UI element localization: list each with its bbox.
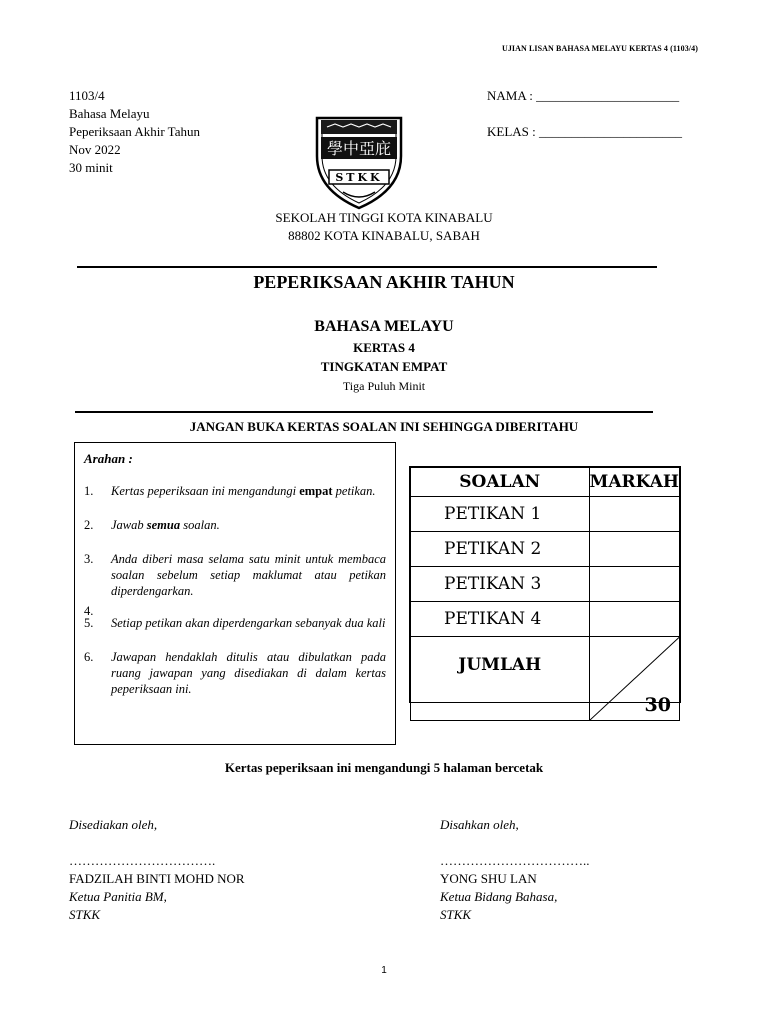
table-row [411,497,680,532]
question-label: PETIKAN 3 [411,567,590,602]
page-count-note: Kertas peperiksaan ini mengandungi 5 halaman bercetak [224,760,544,775]
signature-line: ……………………………. [69,853,216,868]
total-marks-value: 30 [644,694,671,716]
signature-prepared [69,816,245,924]
instruction-item [84,615,386,631]
total-label: JUMLAH [411,637,590,721]
instruction-text: petikan. [332,484,376,498]
column-header-question: SOALAN [411,468,590,497]
instruction-emphasis: semua [146,518,181,532]
total-cell[interactable] [589,637,679,721]
marks-cell[interactable] [589,567,679,602]
marks-cell[interactable] [589,532,679,567]
exam-meta [69,87,200,177]
instruction-text: Kertas peperiksaan ini mengandungi [111,484,300,498]
question-label: PETIKAN 4 [411,602,590,637]
name-field[interactable]: NAMA : ______________________ [487,88,680,103]
instruction-text: Jawab [111,518,147,532]
instruction-number: 5. [84,616,94,630]
signature-line: …………………………….. [440,853,590,868]
exam-subject: BAHASA MELAYU [314,318,454,335]
school-address: 88802 KOTA KINABALU, SABAH [288,228,480,243]
instruction-item [84,483,386,499]
instructions-title: Arahan : [84,451,133,466]
page-number: 1 [381,965,387,976]
exam-date: Nov 2022 [69,142,121,157]
instruction-emphasis: empat [299,484,333,498]
table-row [411,567,680,602]
signature-label: Disediakan oleh, [69,817,158,832]
exam-title: PEPERIKSAAN AKHIR TAHUN [253,272,515,292]
paper-code: 1103/4 [69,88,105,103]
candidate-fields [487,87,682,159]
exam-form: TINGKATAN EMPAT [320,359,448,374]
instruction-number: 4. [84,604,94,618]
instruction-text: soalan. [180,518,220,532]
instruction-item [84,649,386,697]
instructions-box [74,442,396,745]
signature-approved [440,816,590,924]
class-field[interactable]: KELAS : ______________________ [487,124,682,139]
instruction-number: 6. [84,650,94,664]
subject-name: Bahasa Melayu [69,106,150,121]
crest-chinese-text: 學中亞庇 [326,139,392,158]
signatory-role: Ketua Panitia BM, [69,889,167,904]
instruction-number: 1. [84,484,94,498]
warning-notice: JANGAN BUKA KERTAS SOALAN INI SEHINGGA DIBERITAHU [189,419,579,434]
instructions-list [84,483,386,715]
instruction-item [84,603,386,618]
column-header-marks: MARKAH [589,468,679,497]
divider-top [77,266,657,268]
exam-duration: 30 minit [69,160,113,175]
school-crest-logo [313,112,405,210]
marks-cell[interactable] [589,497,679,532]
instruction-number: 2. [84,518,94,532]
instruction-number: 3. [84,552,94,566]
signatory-org: STKK [440,907,472,922]
divider-bottom [75,411,653,413]
running-header: UJIAN LISAN BAHASA MELAYU KERTAS 4 (1103/4) [501,44,698,53]
signature-label: Disahkan oleh, [440,817,519,832]
signatory-name: YONG SHU LAN [440,871,537,886]
exam-paper: KERTAS 4 [353,340,415,355]
instruction-item [84,517,386,533]
table-row [411,637,680,721]
school-name: SEKOLAH TINGGI KOTA KINABALU [275,210,493,225]
table-row [411,532,680,567]
instruction-text: Jawapan hendaklah ditulis atau dibulatkan pada ruang jawapan yang disediakan di dalam kertas peperiksaan ini. [111,650,386,696]
school-info [0,209,768,245]
signatory-name: FADZILAH BINTI MOHD NOR [69,871,245,886]
question-label: PETIKAN 1 [411,497,590,532]
signatory-org: STKK [69,907,101,922]
instruction-item [84,551,386,599]
exam-name: Peperiksaan Akhir Tahun [69,124,200,139]
crest-band-text: STKK [335,171,383,184]
signatory-role: Ketua Bidang Bahasa, [440,889,558,904]
instruction-text: Setiap petikan akan diperdengarkan sebanyak dua kali [111,616,386,630]
marks-table [409,466,681,716]
instruction-text: Anda diberi masa selama satu minit untuk membaca soalan sebelum setiap maklumat atau petikan diperdengarkan. [111,552,386,598]
marks-cell[interactable] [589,602,679,637]
exam-duration-words: Tiga Puluh Minit [342,379,426,393]
question-label: PETIKAN 2 [411,532,590,567]
table-row [411,602,680,637]
